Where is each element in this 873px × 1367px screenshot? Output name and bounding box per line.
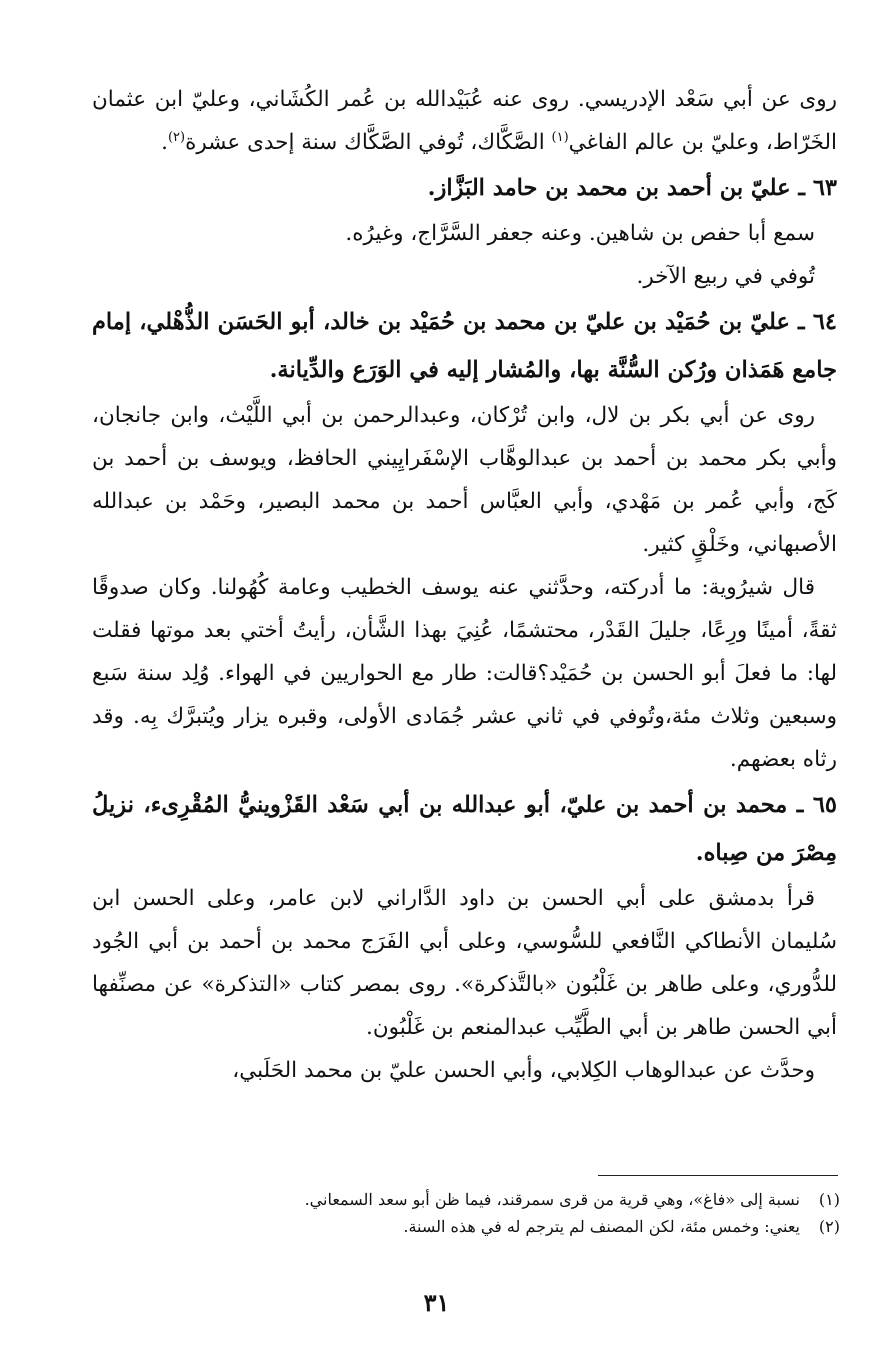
footnote-number: (١) (818, 1190, 840, 1209)
paragraph-text: قرأ بدمشق على أبي الحسن بن داود الدَّاراني لابن عامر، وعلى الحسن ابن سُليمان الأنطاكي النَّافعي للسُّوسي، وعلى أبي الفَرَج محمد بن أحمد بن أبي الجُود للدُّوري، وعلى طاهر بن غَلْبُون «بالتَّذكرة». روى بمصر كتاب «التذكرة» عن مصنِّفها أبي الحسن طاهر بن أبي الطَّيِّب عبدالمنعم بن غَلْبُون. (92, 886, 837, 1040)
footnote (120, 1213, 840, 1240)
footnote-marker: (١) (551, 129, 569, 145)
footnote-number: (٢) (818, 1217, 840, 1236)
entry-heading (92, 781, 837, 877)
main-text (92, 78, 837, 1092)
entry-heading (92, 298, 837, 394)
page-number: ٣١ (423, 1288, 450, 1317)
footnote (120, 1186, 840, 1213)
paragraph-text: تُوفي في ربيع الآخر. (636, 264, 815, 289)
paragraph-text: روى عن أبي بكر بن لال، وابن تُرْكان، وعبدالرحمن بن أبي اللَّيْث، وابن جانجان، وأبي بكر محمد بن أحمد بن عبدالوهَّاب الإسْفَرايِيني الحافظ، ويوسف بن أحمد بن كَج، وأبي عُمر بن مَهْدي، وأبي العبَّاس أحمد بن محمد البصير، وحَمْد بن عبدالله الأصبهاني، وخَلْقٍ كثير. (92, 403, 837, 557)
paragraph-text: وحدَّث عن عبدالوهاب الكِلابي، وأبي الحسن عليّ بن محمد الحَلَبي، (232, 1058, 815, 1083)
paragraph (92, 877, 837, 1049)
paragraph-text: سمع أبا حفص بن شاهين. وعنه جعفر السَّرَّاج، وغيرُه. (345, 221, 815, 246)
paragraph (92, 78, 837, 164)
paragraph-text: الصَّكَّاك، تُوفي الصَّكَّاك سنة إحدى عشرة (185, 130, 552, 155)
paragraph (92, 1049, 837, 1092)
paragraph (92, 394, 837, 566)
footnote-text: يعني: وخمس مئة، لكن المصنف لم يترجم له في هذه السنة. (403, 1217, 800, 1236)
entry-heading (92, 164, 837, 212)
paragraph (92, 255, 837, 298)
entry-heading-text: ٦٤ ـ عليّ بن حُمَيْد بن عليّ بن محمد بن حُمَيْد بن خالد، أبو الحَسَن الذُّهْلي، إمام جامع هَمَذان ورُكن السُّنَّة بها، والمُشار إليه في الوَرَع والدِّيانة. (92, 309, 837, 383)
paragraph-text: . (161, 130, 168, 155)
paragraph (92, 212, 837, 255)
footnote-marker: (٢) (167, 129, 186, 145)
entry-heading-text: ٦٣ ـ عليّ بن أحمد بن محمد بن حامد البَزَّاز. (427, 175, 837, 201)
footnote-text: نسبة إلى «فاغ»، وهي قرية من قرى سمرقند، فيما ظن أبو سعد السمعاني. (304, 1190, 800, 1209)
entry-heading-text: ٦٥ ـ محمد بن أحمد بن عليّ، أبو عبدالله بن أبي سَعْد القَزْوينيُّ المُقْرِىء، نزيلُ مِصْرَ من صِباه. (92, 792, 837, 866)
paragraph-text: قال شيرُوية: ما أدركته، وحدَّثني عنه يوسف الخطيب وعامة كُهُولنا. وكان صدوقًا ثقةً، أمينًا ورِعًا، جليلَ القَدْر، محتشمًا، عُنِيَ بهذا الشَّأن، رأيتُ أختي بعد موتها فقلت لها: ما فعلَ أبو الحسن بن حُمَيْد؟قالت: طار مع الحواريين في الهواء. وُلِد سنة سَبع وسبعين وثلاث مئة،وتُوفي في ثاني عشر جُمَادى الأولى، وقبره يزار ويُتبرَّك بِه. وقد رثاه بعضهم. (92, 575, 837, 772)
paragraph (92, 566, 837, 781)
footnotes (120, 1186, 840, 1240)
footnote-divider (598, 1175, 838, 1176)
paragraph-text: روى عن أبي سَعْد الإدريسي. روى عنه عُبَيْدالله بن عُمر الكُشَاني، وعليّ ابن عثمان الخَرّاط، وعليّ بن عالم الفاغي (92, 87, 837, 155)
